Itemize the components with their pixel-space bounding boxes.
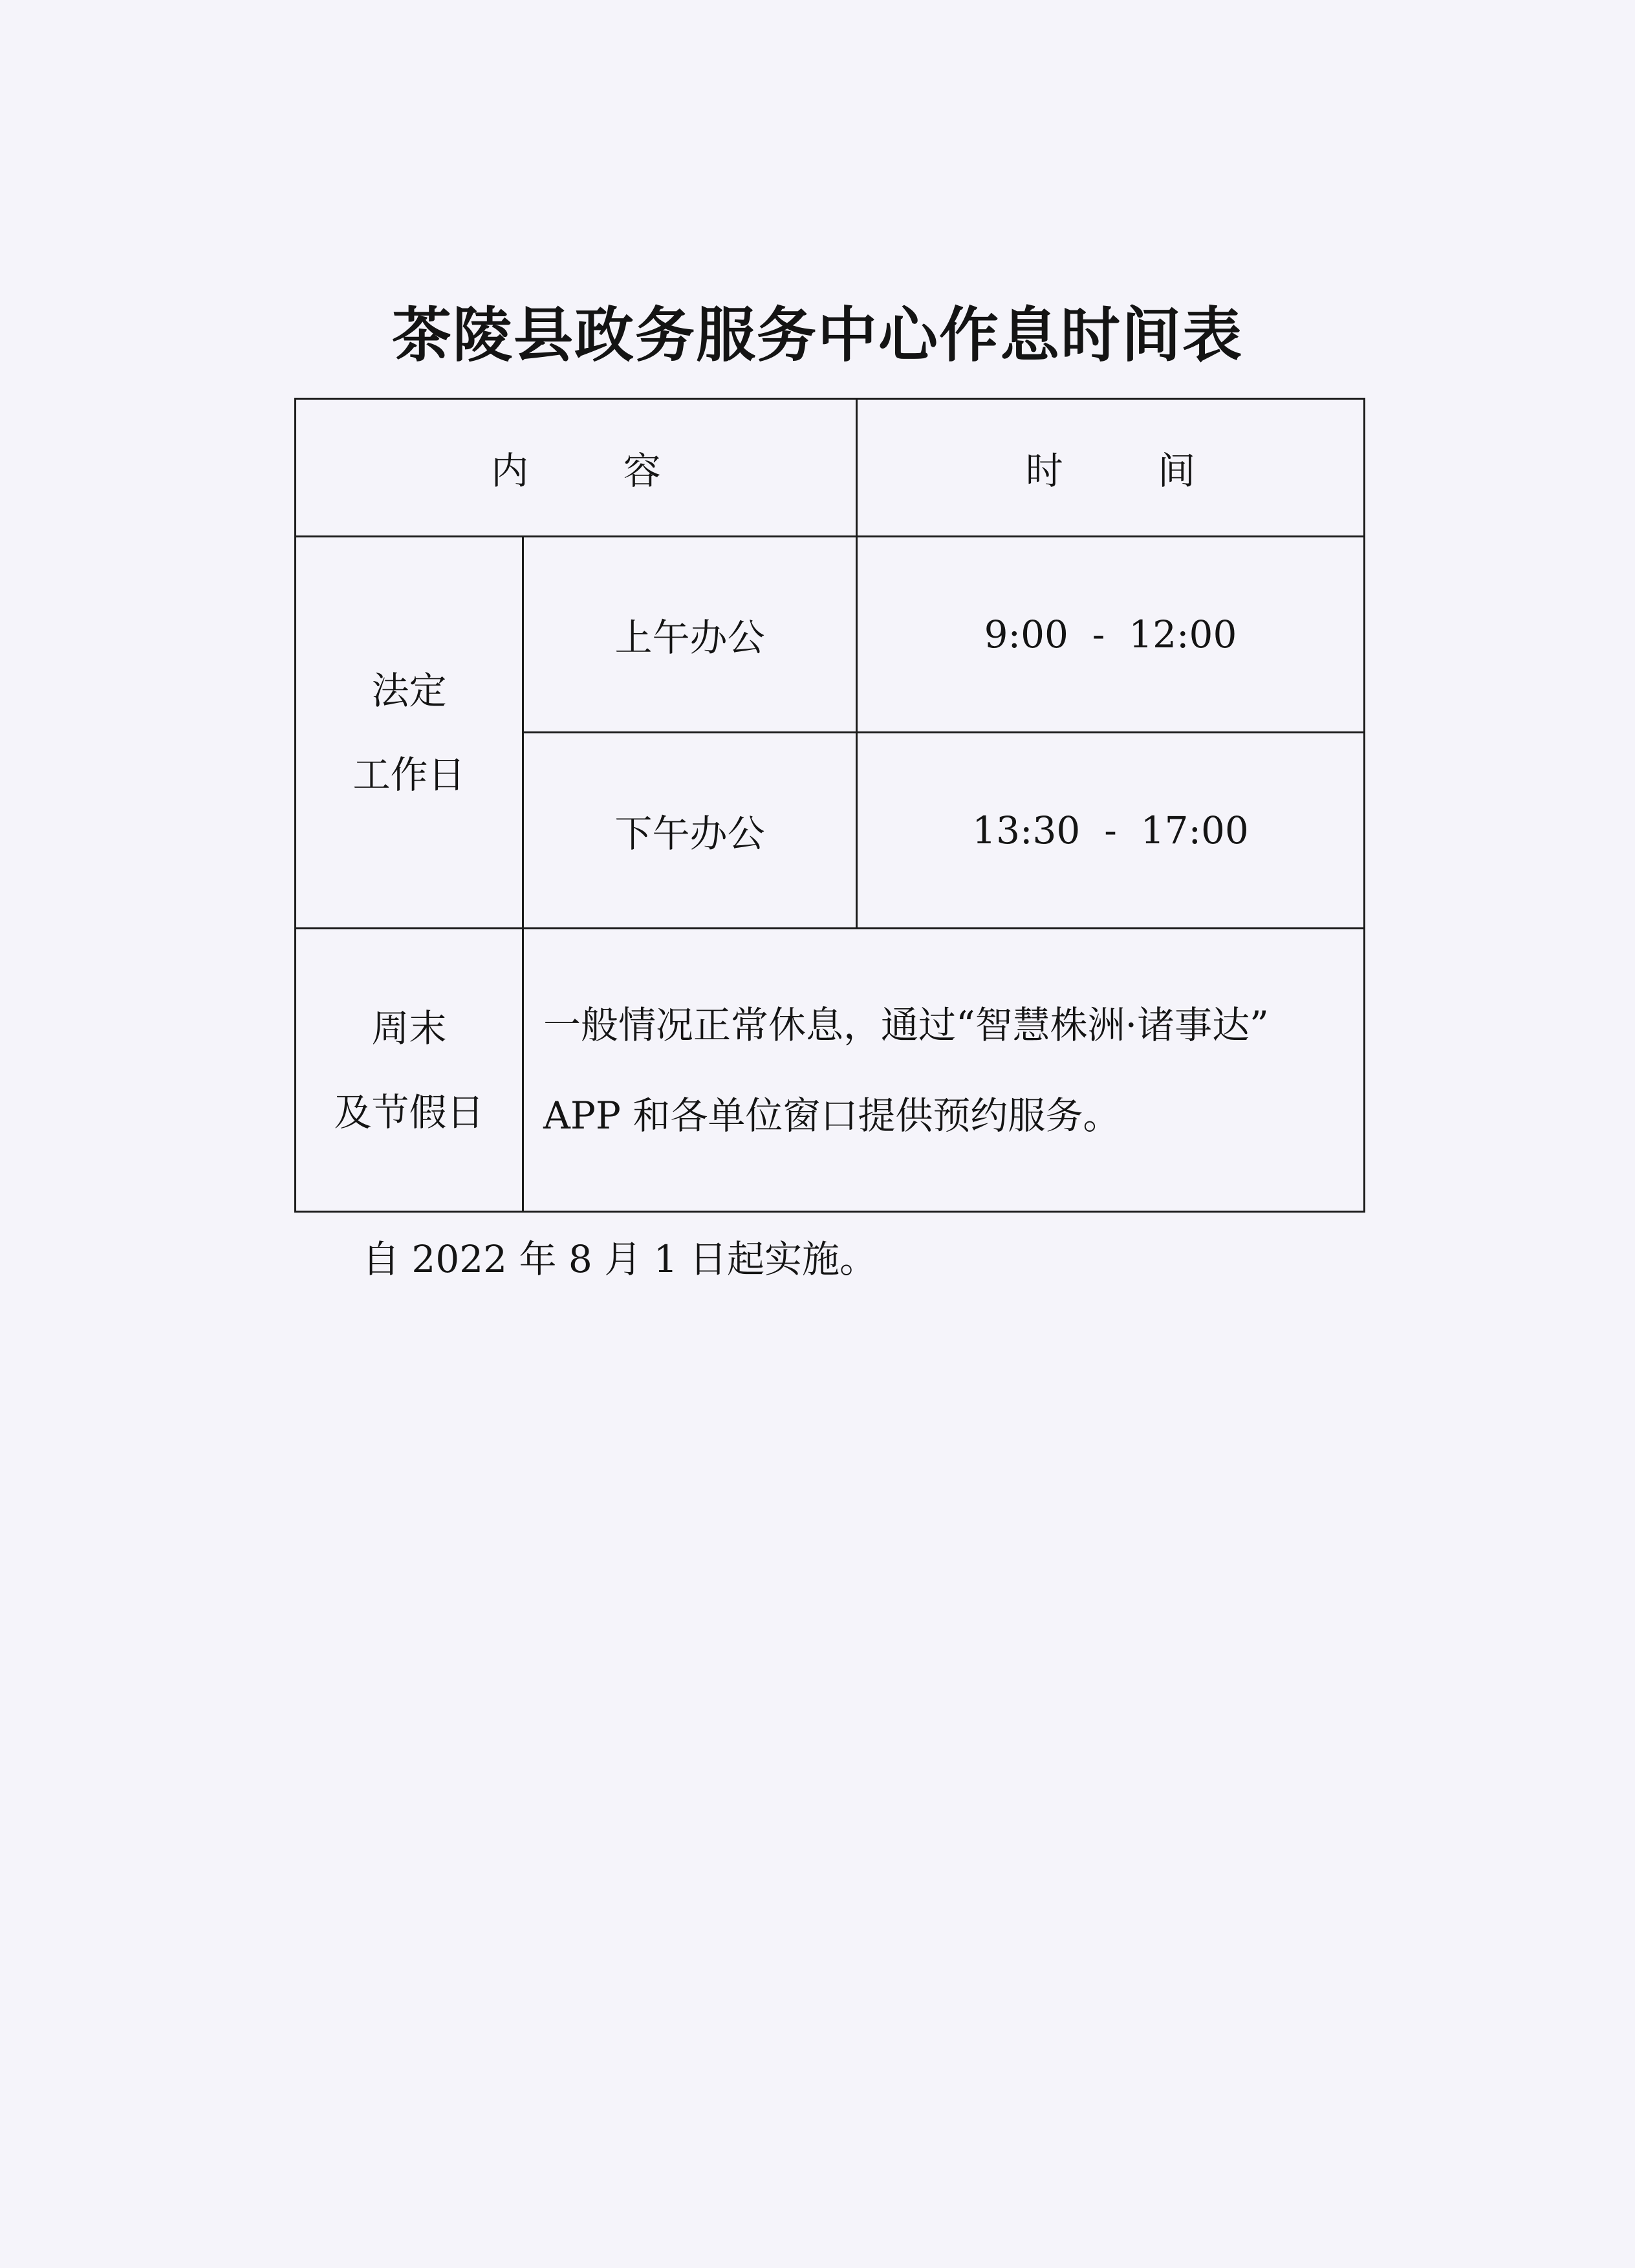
table-row	[296, 929, 1365, 1212]
afternoon-label: 下午办公	[523, 733, 857, 929]
weekend-notice-line2: APP 和各单位窗口提供预约服务。	[543, 1093, 1121, 1138]
table-header-row	[296, 399, 1365, 537]
weekend-notice-cell	[523, 929, 1365, 1212]
schedule-table	[294, 398, 1365, 1213]
page-title: 茶陵县政务服务中心作息时间表	[391, 301, 1243, 370]
workday-label-cell	[296, 537, 523, 929]
afternoon-time: 13:30 - 17:00	[857, 733, 1365, 929]
weekend-notice-line1: 一般情况正常休息，通过“智慧株洲·诸事达”	[543, 1002, 1269, 1047]
workday-label-line2: 工作日	[352, 752, 466, 797]
weekend-label-line1: 周末	[371, 1006, 447, 1050]
morning-time: 9:00 - 12:00	[857, 537, 1365, 733]
weekend-label-line2: 及节假日	[334, 1090, 484, 1134]
weekend-label-cell	[296, 929, 523, 1212]
table-row	[296, 537, 1365, 733]
header-time: 时 间	[857, 399, 1365, 537]
effective-date-note: 自 2022 年 8 月 1 日起实施。	[362, 1237, 878, 1281]
morning-label: 上午办公	[523, 537, 857, 733]
workday-label-line1: 法定	[371, 668, 447, 713]
header-content: 内 容	[296, 399, 857, 537]
